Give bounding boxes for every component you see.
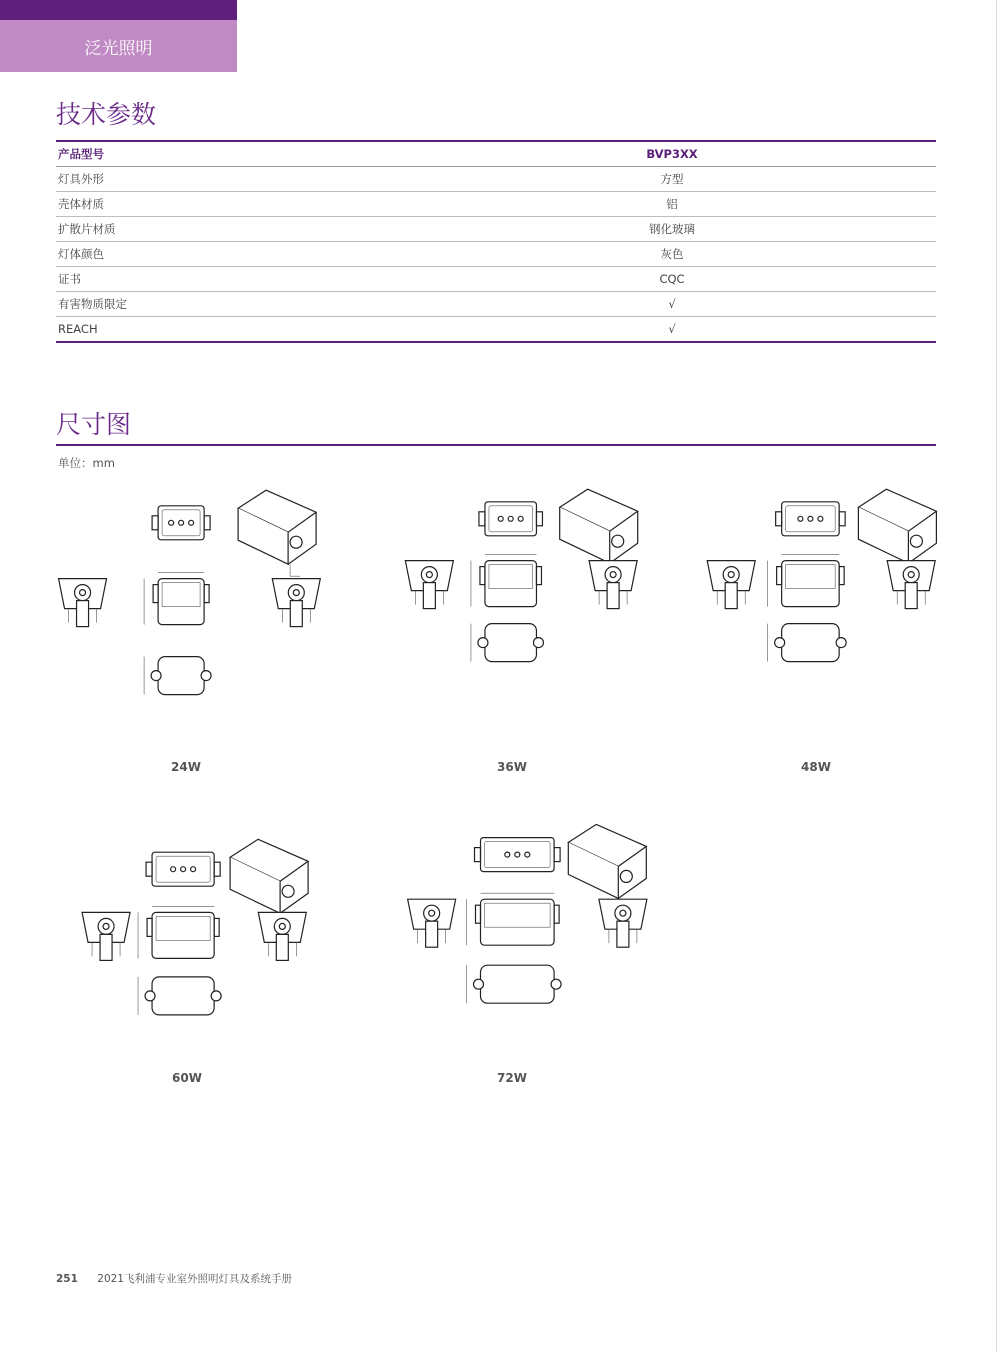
spec-row-label: 壳体材质: [56, 192, 408, 217]
page-number: 251: [56, 1273, 78, 1285]
front-view: [138, 906, 219, 958]
spec-row: [56, 167, 936, 192]
spec-row: [56, 217, 936, 242]
dimension-drawing: [700, 485, 940, 695]
spec-row-value: 铝: [408, 192, 936, 217]
footer-title: 2021飞利浦专业室外照明灯具及系统手册: [97, 1273, 292, 1285]
spec-row-label: 有害物质限定: [56, 292, 408, 317]
isometric-view: [238, 490, 316, 576]
fixture-drawing-svg: [75, 835, 310, 1050]
spec-row: [56, 292, 936, 317]
side-view-right: [887, 561, 935, 609]
spec-row-value: √: [668, 322, 676, 336]
dimension-drawing: [50, 485, 335, 745]
spec-row: [56, 317, 936, 342]
spec-bottom-rule: [56, 341, 936, 343]
dimension-title: 尺寸图: [56, 410, 132, 439]
fixture-drawing-svg: [50, 485, 335, 745]
spec-row-label: 证书: [56, 267, 408, 292]
dimension-drawing: [398, 485, 643, 695]
fixture-drawing-svg: [398, 485, 643, 695]
drawing-caption: 48W: [801, 760, 831, 774]
isometric-view: [568, 824, 646, 910]
spec-row-value: 钢化玻璃: [408, 217, 936, 242]
spec-row: [56, 192, 936, 217]
spec-row-value: 灰色: [408, 242, 936, 267]
side-view-right: [589, 561, 637, 609]
front-view: [471, 555, 542, 607]
front-view: [768, 555, 845, 607]
spec-row: [56, 267, 936, 292]
side-view-right: [272, 579, 320, 627]
spec-row-label: REACH: [58, 322, 98, 336]
bottom-view: [768, 624, 847, 662]
side-view-left: [408, 899, 456, 947]
spec-head-value: BVP3XX: [408, 142, 936, 167]
drawing-caption: 24W: [171, 760, 201, 774]
spec-head-label: 产品型号: [56, 142, 408, 167]
spec-row-value: CQC: [408, 267, 936, 292]
spec-title: 技术参数: [56, 100, 157, 129]
spec-row-value: √: [408, 292, 936, 317]
side-view-left: [405, 561, 453, 609]
dimension-rule: [56, 444, 936, 446]
bottom-view: [467, 965, 562, 1003]
spec-row-label: 灯具外形: [56, 167, 408, 192]
side-view-right: [258, 912, 306, 960]
spec-row-value: 方型: [408, 167, 936, 192]
spec-row-label: 扩散片材质: [56, 217, 408, 242]
front-view: [144, 573, 209, 625]
front-view: [467, 893, 560, 945]
bottom-view: [138, 977, 221, 1015]
unit-label: 单位：mm: [58, 456, 115, 470]
page-edge-rule: [996, 0, 997, 1352]
side-view-left: [82, 912, 130, 960]
category-tab: 泛光照明: [0, 20, 237, 72]
fixture-drawing-svg: [400, 820, 655, 1040]
spec-row: [56, 242, 936, 267]
spec-table: [56, 142, 936, 341]
footer: [56, 1271, 292, 1286]
fixture-drawing-svg: [700, 485, 940, 695]
bottom-view: [144, 657, 211, 695]
spec-row-label: 灯体颜色: [56, 242, 408, 267]
drawing-caption: 36W: [497, 760, 527, 774]
top-view: [146, 852, 220, 886]
side-view-right: [599, 899, 647, 947]
side-view-left: [707, 561, 755, 609]
drawing-caption: 72W: [497, 1071, 527, 1085]
top-view: [776, 502, 846, 536]
top-view: [479, 502, 543, 536]
dimension-drawing: [400, 820, 655, 1040]
dimension-drawing: [75, 835, 310, 1050]
top-strip: [0, 0, 237, 20]
top-view: [475, 838, 561, 872]
side-view-left: [59, 579, 107, 627]
top-view: [152, 506, 210, 540]
bottom-view: [471, 624, 544, 662]
drawing-caption: 60W: [172, 1071, 202, 1085]
spec-head-row: [56, 142, 936, 167]
